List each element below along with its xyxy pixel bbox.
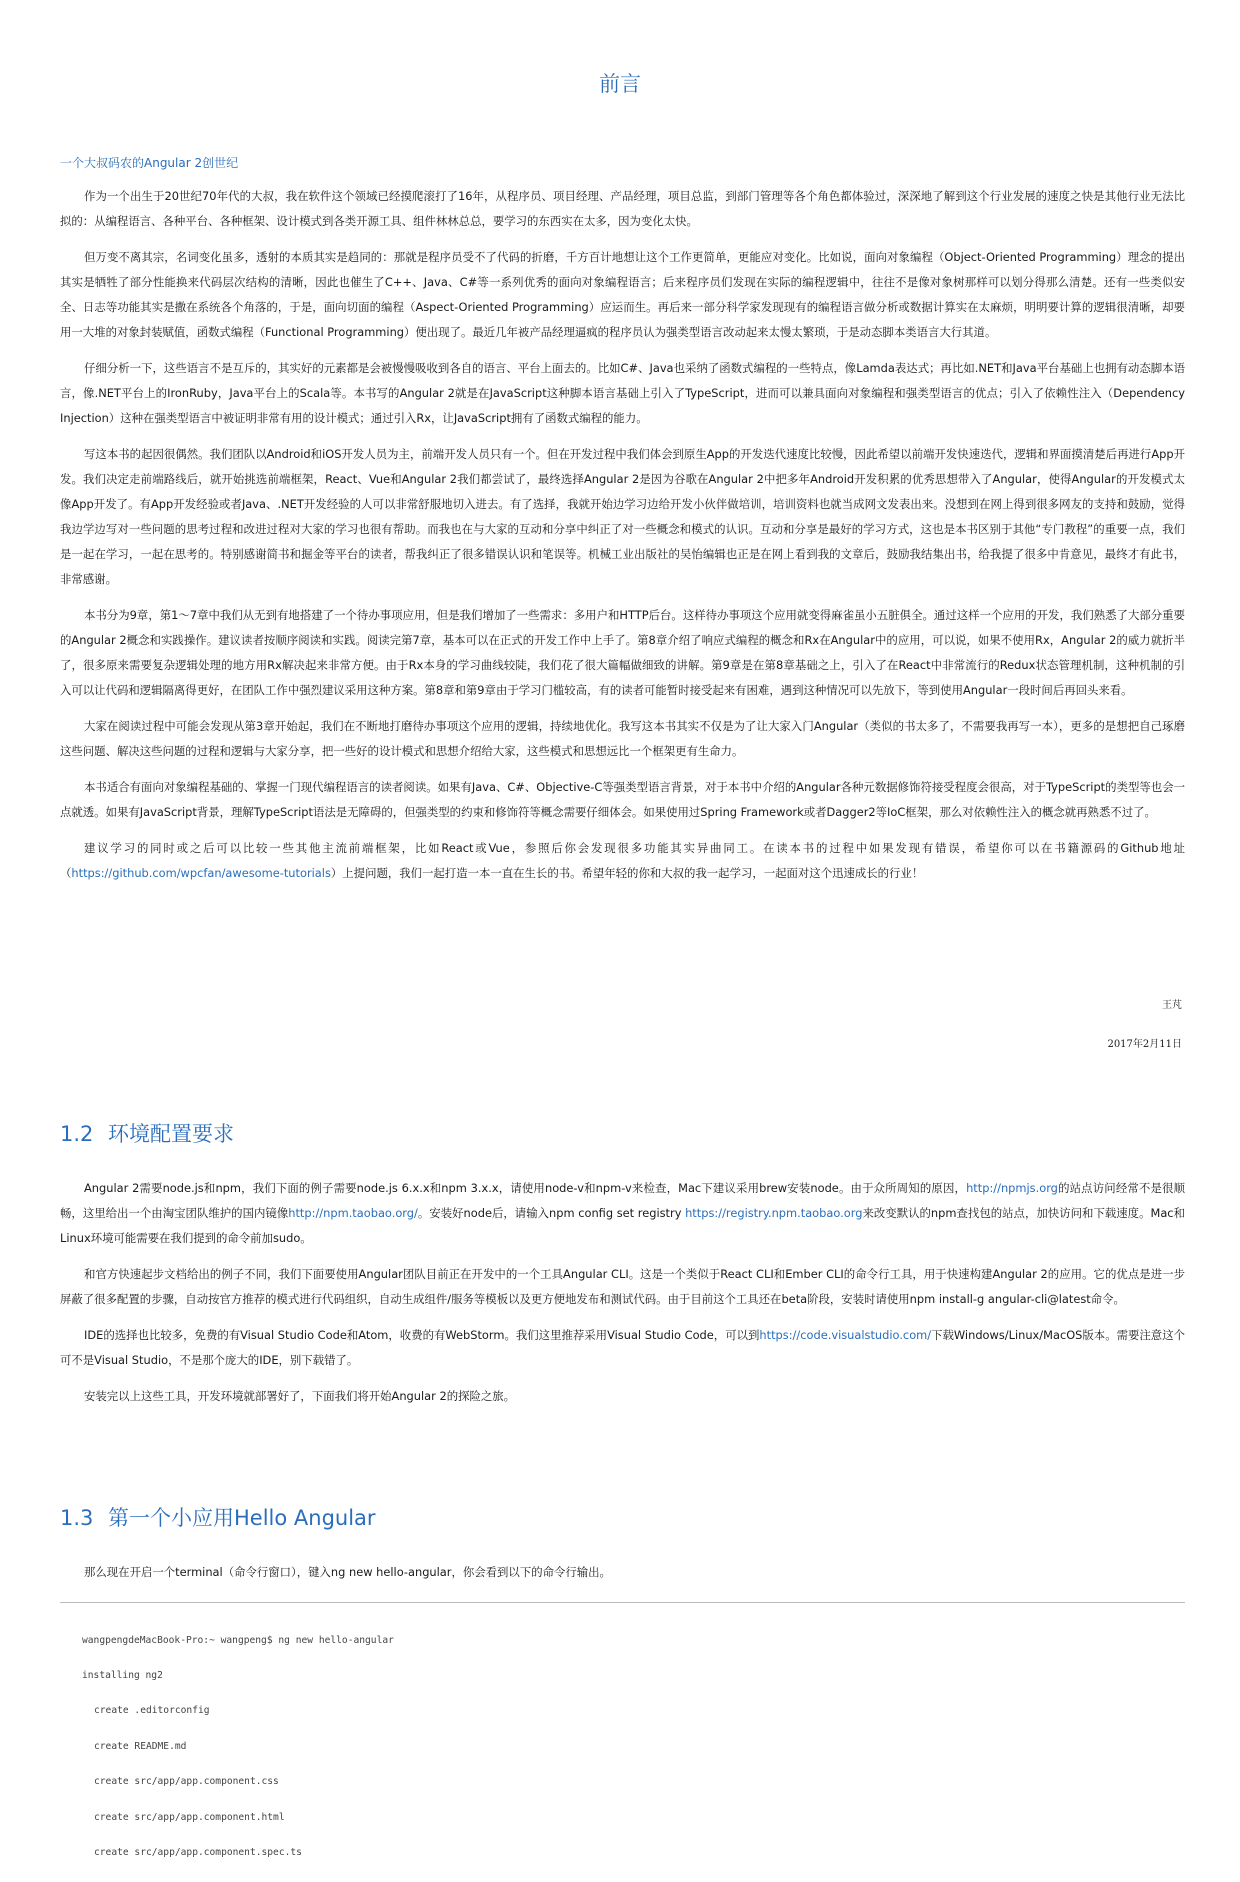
section-1-2-paragraph-1 xyxy=(60,1176,1185,1251)
section-heading-1-3 xyxy=(60,1502,376,1532)
preface-paragraph-7: 本书适合有面向对象编程基础的、掌握一门现代编程语言的读者阅读。如果有Java、C#、Objective-C等强类型语言背景，对于本书中介绍的Angular各种元数据修饰符接受程度会很高，对于TypeScript的类型等也会一点就透。如果有JavaScript背景，理解TypeScript语法是无障碍的，但强类型的约束和修饰符等概念需要仔细体会。如果使用过Spring Framework或者Dagger2等IoC框架，那么对依赖性注入的概念就再熟悉不过了。 xyxy=(60,780,1185,819)
preface-subtitle: 一个大叔码农的Angular 2创世纪 xyxy=(60,156,239,170)
code-line: create .editorconfig xyxy=(94,1705,210,1717)
preface-paragraph-2: 但万变不离其宗，名词变化虽多，透射的本质其实是趋同的：那就是程序员受不了代码的折磨，千方百计地想让这个工作更简单，更能应对变化。比如说，面向对象编程（Object-Oriented Programming）理念的提出其实是牺牲了部分性能换来代码层次结构的清晰，因此也催生了C++、Java、C#等一系列优秀的面向对象编程语言；后来程序员们发现在实际的编程逻辑中，往往不是像对象树那样可以划分得那么清楚。还有一些类似安全、日志等功能其实是撒在系统各个角落的，于是，面向切面的编程（Aspect-Oriented Programming）应运而生。再后来一部分科学家发现现有的编程语言做分析或数据计算实在太麻烦，明明要计算的逻辑很清晰，却要用一大堆的对象封装赋值，函数式编程（Functional Programming）便出现了。最近几年被产品经理逼疯的程序员认为强类型语言改动起来太慢太繁琐，于是动态脚本类语言大行其道。 xyxy=(60,250,1185,339)
preface-paragraph-5: 本书分为9章，第1～7章中我们从无到有地搭建了一个待办事项应用，但是我们增加了一些需求：多用户和HTTP后台。这样待办事项这个应用就变得麻雀虽小五脏俱全。通过这样一个应用的开发，我们熟悉了大部分重要的Angular 2概念和实践操作。建议读者按顺序阅读和实践。阅读完第7章，基本可以在正式的开发工作中上手了。第8章介绍了响应式编程的概念和Rx在Angular中的应用，可以说，如果不使用Rx，Angular 2的威力就折半了，很多原来需要复杂逻辑处理的地方用Rx解决起来非常方便。由于Rx本身的学习曲线较陡，我们花了很大篇幅做细致的讲解。第9章是在第8章基础之上，引入了在React中非常流行的Redux状态管理机制，这种机制的引入可以让代码和逻辑隔离得更好，在团队工作中强烈建议采用这种方案。第8章和第9章由于学习门槛较高，有的读者可能暂时接受起来有困难，遇到这种情况可以先放下，等到使用Angular一段时间后再回头来看。 xyxy=(60,608,1185,697)
vscode-link[interactable]: https://code.visualstudio.com/ xyxy=(759,1328,932,1342)
text-run: IDE的选择也比较多，免费的有Visual Studio Code和Atom，收费的有WebStorm。我们这里推荐采用Visual Studio Code，可以到 xyxy=(84,1328,760,1342)
preface-paragraph-4: 写这本书的起因很偶然。我们团队以Android和iOS开发人员为主，前端开发人员只有一个。但在开发过程中我们体会到原生App的开发迭代速度比较慢，因此希望以前端开发快速迭代，逻辑和界面摸清楚后再进行App开发。我们决定走前端路线后，就开始挑选前端框架，React、Vue和Angular 2我们都尝试了，最终选择Angular 2是因为谷歌在Angular 2中把多年Android开发积累的优秀思想带入了Angular，使得Angular的开发模式太像App开发了。有App开发经验或者Java、.NET开发经验的人可以非常舒服地切入进去。有了选择，我就开始边学习边给开发小伙伴做培训，培训资料也就当成网文发表出来。没想到在网上得到很多网友的支持和鼓励，觉得我边学边写对一些问题的思考过程和改进过程对大家的学习也很有帮助。而我也在与大家的互动和分享中纠正了对一些概念和模式的认识。互动和分享是最好的学习方式，这也是本书区别于其他“专门教程”的重要一点，我们是一起在学习，一起在思考的。特别感谢简书和掘金等平台的读者，帮我纠正了很多错误认识和笔误等。机械工业出版社的吴怡编辑也正是在网上看到我的文章后，鼓励我结集出书，给我提了很多中肯意见，最终才有此书，非常感谢。 xyxy=(60,447,1185,586)
code-line: wangpengdeMacBook-Pro:~ wangpeng$ ng new hello-angular xyxy=(82,1634,394,1646)
signature: 王芃 xyxy=(1162,1000,1182,1011)
text-run: 下载Windows/Linux/MacOS版本。需要注意这个可不是Visual Studio，不是那个庞大的IDE，别下载错了。 xyxy=(60,1328,1186,1367)
code-line: create src/app/app.component.css xyxy=(94,1776,279,1788)
preface-date: 2017年2月11日 xyxy=(1107,1039,1182,1050)
taobao-mirror-link[interactable]: http://npm.taobao.org/ xyxy=(288,1206,418,1220)
terminal-output xyxy=(60,1602,1185,1882)
date-block xyxy=(60,1035,1182,1050)
preface-paragraph-3: 仔细分析一下，这些语言不是互斥的，其实好的元素都是会被慢慢吸收到各自的语言、平台上面去的。比如C#、Java也采纳了函数式编程的一些特点，像Lamda表达式；再比如.NET和Java平台基础上也拥有动态脚本语言，像.NET平台上的IronRuby，Java平台上的Scala等。本书写的Angular 2就是在JavaScript这种脚本语言基础上引入了TypeScript，进而可以兼具面向对象编程和强类型语言的优点；引入了依赖性注入（Dependency Injection）这种在强类型语言中被证明非常有用的设计模式；通过引入Rx，让JavaScript拥有了函数式编程的能力。 xyxy=(60,361,1185,425)
section-number: 1.3 xyxy=(60,1506,94,1530)
preface-paragraph-1: 作为一个出生于20世纪70年代的大叔，我在软件这个领域已经摸爬滚打了16年，从程序员、项目经理、产品经理，项目总监，到部门管理等各个角色都体验过，深深地了解到这个行业发展的速度之快是其他行业无法比拟的：从编程语言、各种平台、各种框架、设计模式到各类开源工具、组件林林总总，要学习的东西实在太多，因为变化太快。 xyxy=(60,189,1185,228)
section-1-2-paragraph-3 xyxy=(60,1323,1185,1373)
section-title: 第一个小应用Hello Angular xyxy=(108,1506,376,1530)
preface-paragraph-6: 大家在阅读过程中可能会发现从第3章开始起，我们在不断地打磨待办事项这个应用的逻辑，持续地优化。我写这本书其实不仅是为了让大家入门Angular（类似的书太多了，不需要我再写一本），更多的是想把自己琢磨这些问题、解决这些问题的过程和逻辑与大家分享，把一些好的设计模式和思想介绍给大家，这些模式和思想远比一个框架更有生命力。 xyxy=(60,719,1185,758)
npmjs-link[interactable]: http://npmjs.org xyxy=(966,1181,1058,1195)
section-1-2-paragraph-4: 安装完以上这些工具，开发环境就部署好了，下面我们将开始Angular 2的探险之旅。 xyxy=(84,1389,516,1403)
page-title: 前言 xyxy=(599,72,641,96)
text-run: 的站点访问经常不是很顺畅，这里给出一个由淘宝团队维护的国内镜像 xyxy=(60,1181,1185,1220)
section-number: 1.2 xyxy=(60,1122,94,1146)
code-line: create README.md xyxy=(94,1740,187,1752)
code-line: create src/app/app.component.spec.ts xyxy=(94,1846,302,1858)
code-line: installing ng2 xyxy=(82,1669,163,1681)
closing-text-before: 建议学习的同时或之后可以比较一些其他主流前端框架，比如React或Vue，参照后你会发现很多功能其实异曲同工。在读本书的过程中如果发现有错误，希望你可以在书籍源码的Github地址（ xyxy=(60,841,1185,880)
section-1-2-body xyxy=(60,1176,1185,1420)
section-1-2-paragraph-2: 和官方快速起步文档给出的例子不同，我们下面要使用Angular团队目前正在开发中的一个工具Angular CLI。这是一个类似于React CLI和Ember CLI的命令行工具，用于快速构建Angular 2的应用。它的优点是进一步屏蔽了很多配置的步骤，自动按官方推荐的模式进行代码组织，自动生成组件/服务等模板以及更方便地发布和测试代码。由于目前这个工具还在beta阶段，安装时请使用npm install-g angular-cli@latest命令。 xyxy=(60,1267,1185,1306)
registry-link[interactable]: https://registry.npm.taobao.org xyxy=(685,1206,863,1220)
section-title: 环境配置要求 xyxy=(108,1122,234,1146)
text-run: 。安装好node后，请输入npm config set registry xyxy=(417,1206,686,1220)
text-run: Angular 2需要node.js和npm，我们下面的例子需要node.js 6.x.x和npm 3.x.x，请使用node-v和npm-v来检查，Mac下建议采用brew安装node。由于众所周知的原因， xyxy=(84,1181,967,1195)
closing-text-after: ）上提问题，我们一起打造一本一直在生长的书。希望年轻的你和大叔的我一起学习，一起面对这个迅速成长的行业！ xyxy=(330,866,924,880)
section-1-3-body xyxy=(60,1560,1185,1596)
code-line: create src/app/app.component.html xyxy=(94,1811,285,1823)
preface-body xyxy=(60,184,1185,897)
section-heading-1-2 xyxy=(60,1118,234,1148)
github-link[interactable]: https://github.com/wpcfan/awesome-tutorials xyxy=(71,866,331,880)
signature-block xyxy=(60,996,1182,1011)
section-1-3-paragraph-1: 那么现在开启一个terminal（命令行窗口），键入ng new hello-angular，你会看到以下的命令行输出。 xyxy=(84,1565,611,1579)
preface-paragraph-8 xyxy=(60,836,1185,886)
text-run: 来改变默认的npm查找包的站点，加快访问和下载速度。Mac和Linux环境可能需要在我们提到的命令前加sudo。 xyxy=(60,1206,1185,1245)
